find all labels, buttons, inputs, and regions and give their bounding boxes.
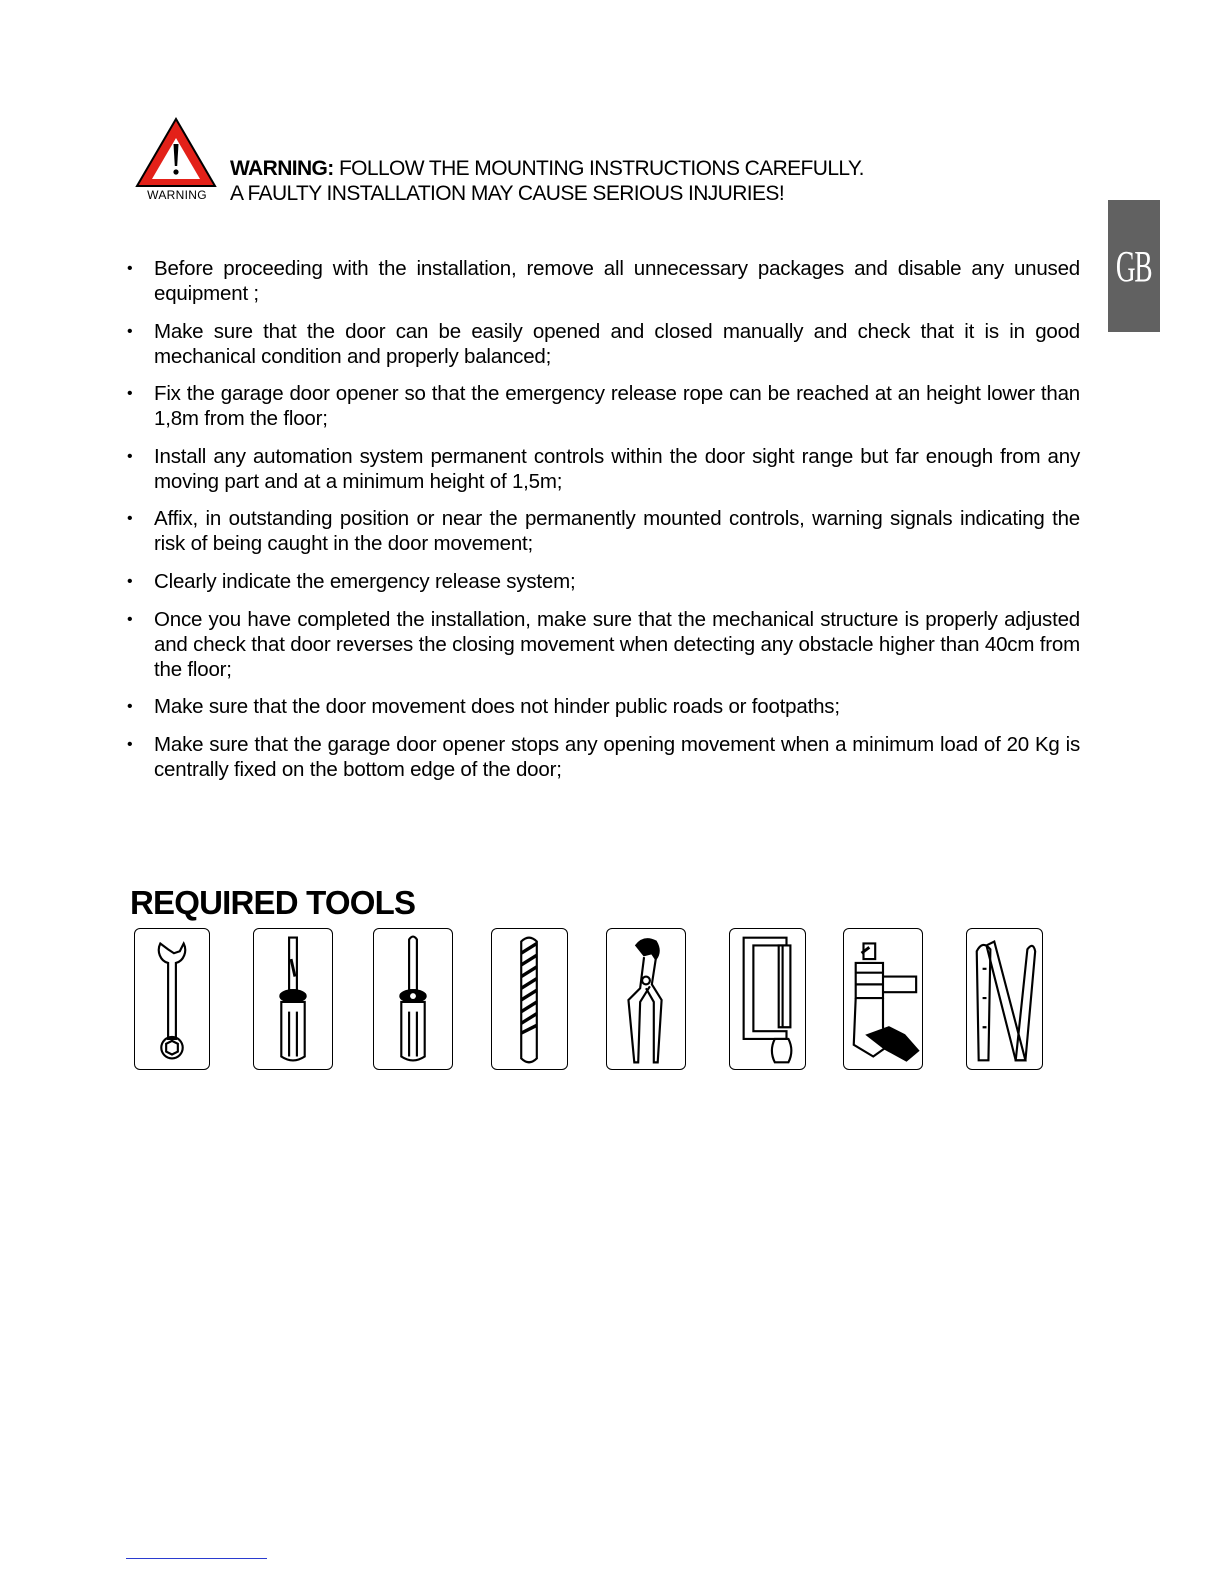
instruction-item: • Once you have completed the installation, make sure that the mechanical structure is properly adjusted and check that door reverses the closing movement when detecting any obstacle higher than 40cm from the floor; bbox=[126, 607, 1080, 682]
language-tab-label: GB bbox=[1116, 241, 1152, 291]
drill-bit-icon bbox=[491, 928, 568, 1070]
wrench-icon bbox=[134, 928, 210, 1070]
instruction-item: • Clearly indicate the emergency release system; bbox=[126, 569, 1080, 594]
warning-caption: WARNING bbox=[147, 188, 207, 202]
warning-block bbox=[134, 116, 934, 212]
instruction-item: • Fix the garage door opener so that the emergency release rope can be reached at an height lower than 1,8m from the floor; bbox=[126, 381, 1080, 431]
warning-message bbox=[230, 156, 864, 206]
instruction-item: • Affix, in outstanding position or near the permanently mounted controls, warning signals indicating the risk of being caught in the door movement; bbox=[126, 506, 1080, 556]
instruction-item: • Install any automation system permanent controls within the door sight range but far enough from any moving part and at a minimum height of 1,5m; bbox=[126, 444, 1080, 494]
flat-screwdriver-icon bbox=[253, 928, 333, 1070]
pliers-icon bbox=[606, 928, 686, 1070]
instruction-item: • Make sure that the door movement does not hinder public roads or footpaths; bbox=[126, 694, 1080, 719]
footer-divider bbox=[126, 1558, 267, 1559]
instruction-item: • Make sure that the garage door opener stops any opening movement when a minimum load of 20 Kg is centrally fixed on the bottom edge of the door; bbox=[126, 732, 1080, 782]
required-tools-title: REQUIRED TOOLS bbox=[130, 884, 416, 921]
folding-ruler-icon bbox=[966, 928, 1043, 1070]
phillips-screwdriver-icon bbox=[373, 928, 453, 1070]
warning-triangle-icon bbox=[134, 116, 218, 190]
instruction-list bbox=[126, 256, 1080, 794]
language-tab bbox=[1108, 200, 1160, 332]
instruction-item: • Before proceeding with the installation, remove all unnecessary packages and disable any unused equipment ; bbox=[126, 256, 1080, 306]
warning-label: WARNING: bbox=[230, 157, 334, 180]
instruction-item: • Make sure that the door can be easily opened and closed manually and check that it is in good mechanical condition and properly balanced; bbox=[126, 319, 1080, 369]
warning-line-1: FOLLOW THE MOUNTING INSTRUCTIONS CAREFULLY. bbox=[338, 157, 864, 180]
electric-drill-icon bbox=[843, 928, 923, 1070]
warning-line-2: A FAULTY INSTALLATION MAY CAUSE SERIOUS INJURIES! bbox=[230, 182, 785, 205]
clamp-icon bbox=[729, 928, 806, 1070]
